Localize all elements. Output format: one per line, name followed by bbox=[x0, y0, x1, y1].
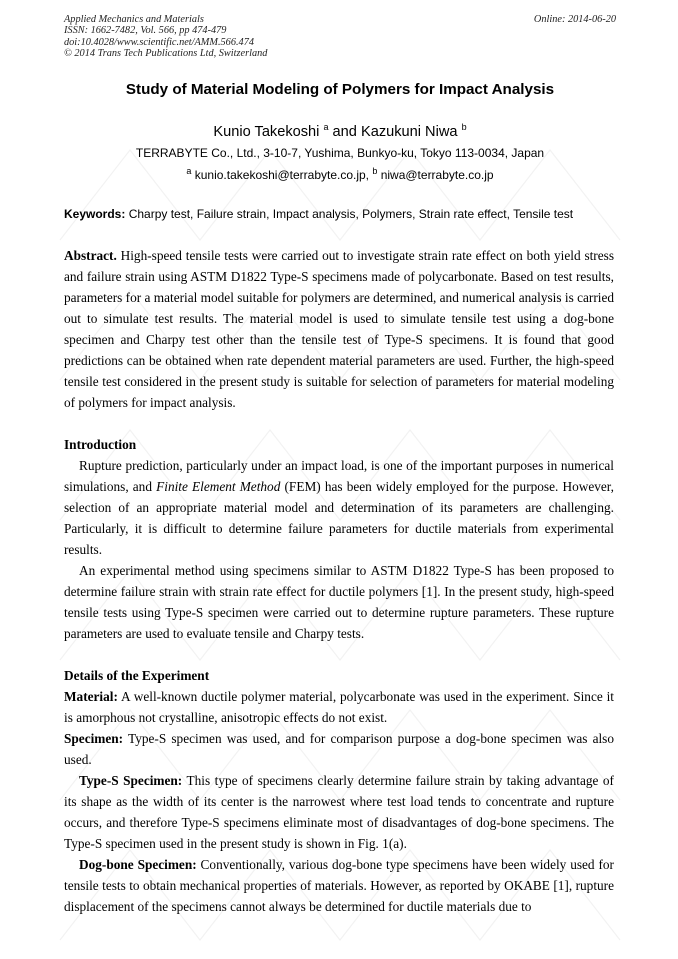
introduction-paragraph-1: Rupture prediction, particularly under an impact load, is one of the important purposes in numerical simulations, and Finite Element Method (FEM) has been widely employed for the purpose. However, selection of an appropriate material model and determination of its parameters are challenging. Particularly, it is difficult to determine failure parameters for ductile materials from experimental results. bbox=[64, 458, 614, 557]
journal-name: Applied Mechanics and Materials bbox=[64, 14, 204, 25]
type-s-paragraph: Type-S Specimen: This type of specimens clearly determine failure strain by taking advantage of its shape as the width of its center is the narrowest where test load tends to concentrate and rupture occurs, and therefore Type-S specimens eliminate most of disadvantages of dog-bone specimens. The Type-S specimen used in the present study is shown in Fig. 1(a). bbox=[64, 773, 614, 851]
fem-term: Finite Element Method bbox=[156, 479, 281, 494]
journal-header bbox=[64, 14, 616, 60]
issn-line: ISSN: 1662-7482, Vol. 566, pp 474-479 bbox=[64, 25, 227, 37]
dog-bone-label: Dog-bone Specimen: bbox=[79, 857, 197, 872]
introduction-heading: Introduction bbox=[64, 437, 137, 452]
type-s-label: Type-S Specimen: bbox=[79, 773, 183, 788]
keywords-label: Keywords: bbox=[64, 207, 126, 221]
specimen-paragraph: Specimen: Type-S specimen was used, and for comparison purpose a dog-bone specimen was also used. bbox=[64, 731, 614, 767]
abstract-paragraph bbox=[64, 245, 614, 413]
experiment-heading: Details of the Experiment bbox=[64, 668, 210, 683]
dog-bone-paragraph: Dog-bone Specimen: Conventionally, various dog-bone type specimens have been widely used for tensile tests to obtain mechanical properties of materials. However, as reported by OKABE [1], rupture displacement of the specimens cannot always be determined for ductile materials due to bbox=[64, 857, 614, 914]
abstract-label: Abstract. bbox=[64, 248, 117, 263]
author-line bbox=[64, 122, 616, 140]
author-1: Kunio Takekoshi bbox=[213, 123, 320, 140]
email-2[interactable]: niwa@terrabyte.co.jp bbox=[377, 168, 494, 182]
material-paragraph: Material: A well-known ductile polymer material, polycarbonate was used in the experiment. Since it is amorphous not crystalline, anisotropic effects do not exist. bbox=[64, 689, 614, 725]
email-1-mark: a bbox=[186, 166, 192, 176]
material-label: Material: bbox=[64, 689, 118, 704]
doi-line: doi:10.4028/www.scientific.net/AMM.566.474 bbox=[64, 36, 254, 48]
author-2-mark: b bbox=[461, 122, 467, 132]
email-line bbox=[64, 166, 616, 182]
email-2-mark: b bbox=[372, 166, 378, 176]
introduction-paragraph-2: An experimental method using specimens similar to ASTM D1822 Type-S has been proposed to determine failure strain with strain rate effect for ductile polymers [1]. In the present study, high-speed tensile tests using Type-S specimen were carried out to determine rupture parameters. These rupture parameters are used to evaluate tensile and Charpy tests. bbox=[64, 563, 614, 641]
author-conjunction: and bbox=[328, 123, 361, 140]
keywords-text: Charpy test, Failure strain, Impact analysis, Polymers, Strain rate effect, Tensile test bbox=[125, 207, 574, 221]
keywords-line bbox=[64, 207, 616, 221]
abstract-text: High-speed tensile tests were carried out to investigate strain rate effect on both yield stress and failure strain using ASTM D1822 Type-S specimens made of polycarbonate. Based on test results, parameters for a material model suitable for polymers are determined, and numerical analysis is carried out to simulate test results. The material model is used to simulate tensile test using a dog-bone specimen and Charpy test other than the tensile test of Type-S specimens. It is found that good predictions can be obtained when rate dependent material parameters are used. Further, the high-speed tensile test considered in the present study is suitable for selection of parameters for material modeling of polymers for impact analysis. bbox=[64, 248, 614, 410]
affiliation: TERRABYTE Co., Ltd., 3-10-7, Yushima, Bunkyo-ku, Tokyo 113-0034, Japan bbox=[135, 146, 545, 160]
paper-body bbox=[64, 245, 614, 917]
online-date: Online: 2014-06-20 bbox=[533, 14, 616, 25]
specimen-label: Specimen: bbox=[64, 731, 124, 746]
copyright-line: © 2014 Trans Tech Publications Ltd, Switzerland bbox=[64, 48, 268, 60]
author-2: Kazukuni Niwa bbox=[360, 123, 458, 140]
email-1[interactable]: kunio.takekoshi@terrabyte.co.jp, bbox=[191, 168, 373, 182]
author-1-mark: a bbox=[323, 122, 329, 132]
paper-title: Study of Material Modeling of Polymers for Impact Analysis bbox=[125, 81, 555, 98]
